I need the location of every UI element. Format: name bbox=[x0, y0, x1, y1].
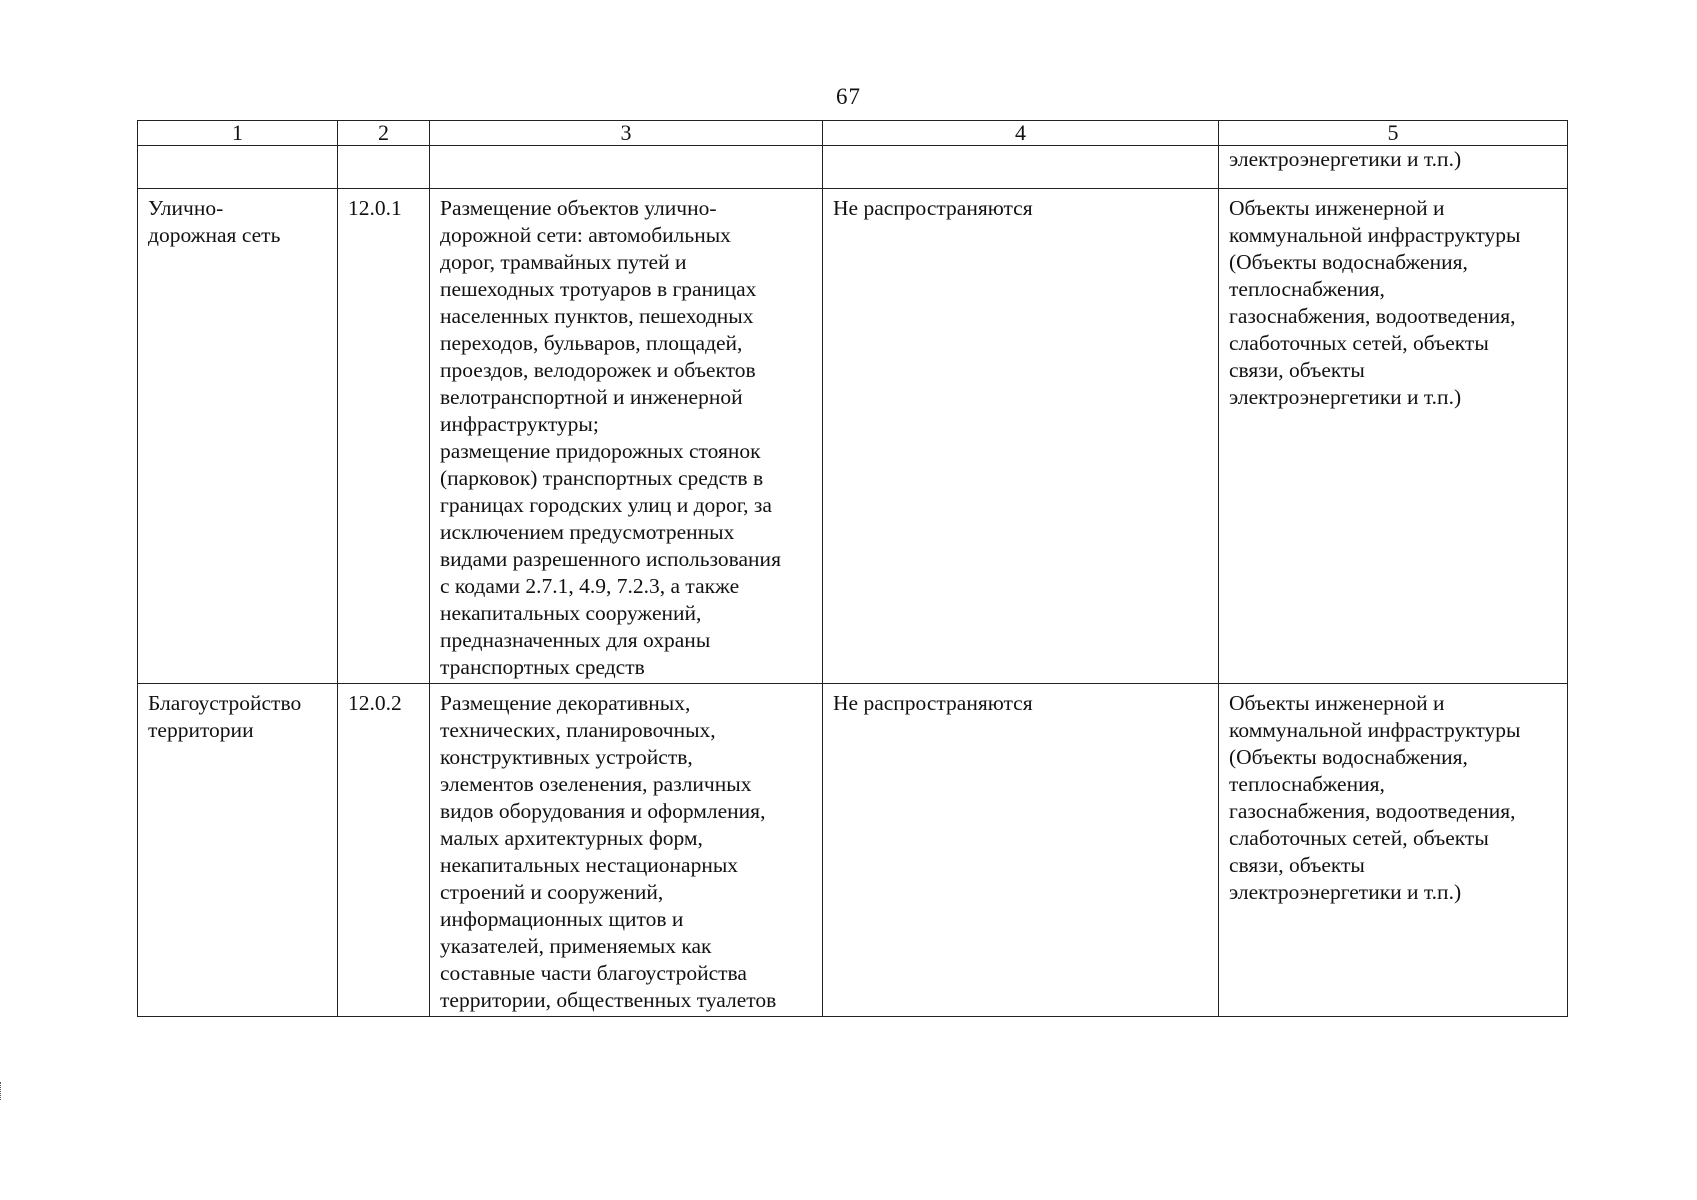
land-use-restrictions: Не распространяются bbox=[823, 189, 1219, 684]
land-use-table bbox=[137, 120, 1568, 1017]
land-use-name: Улично- дорожная сеть bbox=[138, 189, 338, 684]
column-number-3: 3 bbox=[430, 121, 823, 146]
land-use-name: Благоустройство территории bbox=[138, 684, 338, 1017]
continuation-cell-4 bbox=[823, 146, 1219, 189]
column-number-1: 1 bbox=[138, 121, 338, 146]
auxiliary-uses: Объекты инженерной и коммунальной инфраструктуры (Объекты водоснабжения, теплоснабжения, газоснабжения, водоотведения, слаботочных сетей, объекты связи, объекты электроэнергетики и т.п.) bbox=[1219, 684, 1568, 1017]
continuation-row bbox=[138, 146, 1568, 189]
continuation-cell-5: электроэнергетики и т.п.) bbox=[1219, 146, 1568, 189]
table-row bbox=[138, 189, 1568, 684]
scan-edge-mark bbox=[0, 1082, 6, 1100]
column-number-4: 4 bbox=[823, 121, 1219, 146]
table-row bbox=[138, 684, 1568, 1017]
land-use-restrictions: Не распространяются bbox=[823, 684, 1219, 1017]
continuation-cell-2 bbox=[338, 146, 430, 189]
column-number-2: 2 bbox=[338, 121, 430, 146]
table-header-row bbox=[138, 121, 1568, 146]
continuation-cell-1 bbox=[138, 146, 338, 189]
continuation-cell-3 bbox=[430, 146, 823, 189]
column-number-5: 5 bbox=[1219, 121, 1568, 146]
land-use-code: 12.0.2 bbox=[338, 684, 430, 1017]
land-use-description: Размещение объектов улично- дорожной сети: автомобильных дорог, трамвайных путей и пешеходных тротуаров в границах населенных пунктов, пешеходных переходов, бульваров, площадей, проездов, велодорожек и объектов велотранспортной и инженерной инфраструктуры; размещение придорожных стоянок (парковок) транспортных средств в границах городских улиц и дорог, за исключением предусмотренных видами разрешенного использования с кодами 2.7.1, 4.9, 7.2.3, а также некапитальных сооружений, предназначенных для охраны транспортных средств bbox=[430, 189, 823, 684]
page-number: 67 bbox=[836, 84, 861, 109]
auxiliary-uses: Объекты инженерной и коммунальной инфраструктуры (Объекты водоснабжения, теплоснабжения, газоснабжения, водоотведения, слаботочных сетей, объекты связи, объекты электроэнергетики и т.п.) bbox=[1219, 189, 1568, 684]
land-use-description: Размещение декоративных, технических, планировочных, конструктивных устройств, элементов озеленения, различных видов оборудования и оформления, малых архитектурных форм, некапитальных нестационарных строений и сооружений, информационных щитов и указателей, применяемых как составные части благоустройства территории, общественных туалетов bbox=[430, 684, 823, 1017]
land-use-code: 12.0.1 bbox=[338, 189, 430, 684]
